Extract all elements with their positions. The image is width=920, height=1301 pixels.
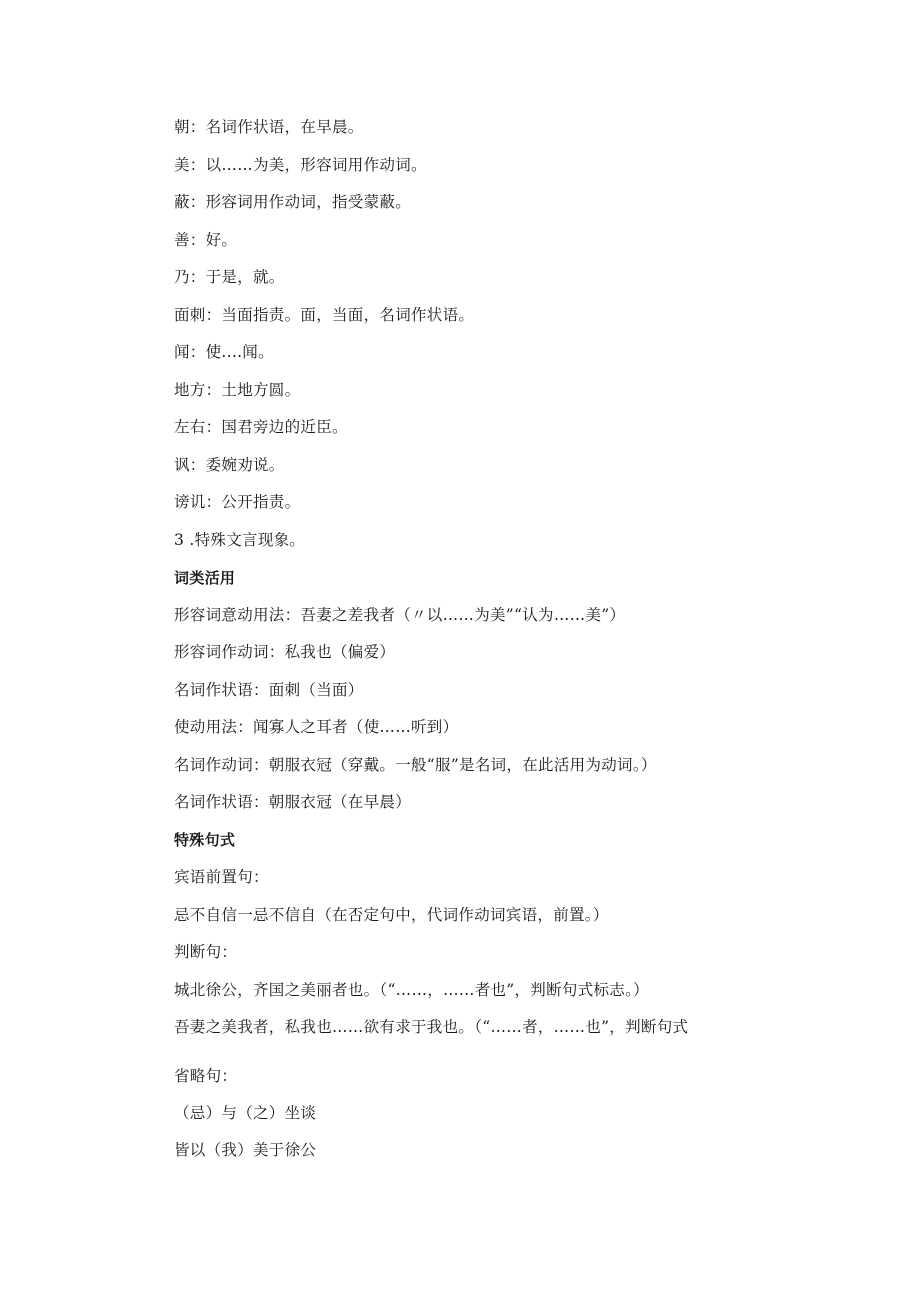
vocab-item-bangji: 谤讥：公开指责。	[174, 493, 301, 511]
cilei-item: 使动用法：闻寡人之耳者（使……听到）	[174, 718, 459, 736]
vocab-item-zhao: 朝：名词作状语，在早晨。	[174, 118, 364, 136]
cilei-item: 名词作状语：朝服衣冠（在早晨）	[174, 793, 412, 811]
shenglue-example: 皆以（我）美于徐公	[174, 1141, 317, 1159]
binyu-label: 宾语前置句：	[174, 868, 269, 886]
vocab-item-zuoyou: 左右：国君旁边的近臣。	[174, 418, 348, 436]
cilei-item: 名词作动词：朝服衣冠（穿戴。一般“服”是名词，在此活用为动词。）	[174, 756, 657, 774]
vocab-item-feng: 讽：委婉劝说。	[174, 456, 285, 474]
panduan-example: 吾妻之美我者，私我也……欲有求于我也。（“……者，……也”，判断句式	[174, 1018, 689, 1036]
vocab-item-nai: 乃：于是，就。	[174, 268, 285, 286]
shenglue-label: 省略句：	[174, 1067, 238, 1085]
teshu-heading: 特殊句式	[174, 831, 236, 849]
binyu-example: 忌不自信一忌不信自（在否定句中，代词作动词宾语，前置。）	[174, 906, 609, 924]
vocab-item-difang: 地方：土地方圆。	[174, 381, 301, 399]
vocab-item-shan: 善：好。	[174, 231, 238, 249]
section-3-title: 3 .特殊文言现象。	[174, 531, 306, 549]
vocab-item-bi: 蔽：形容词用作动词，指受蒙蔽。	[174, 193, 412, 211]
cilei-item: 名词作状语：面刺（当面）	[174, 681, 364, 699]
panduan-label: 判断句：	[174, 943, 238, 961]
vocab-item-mianci: 面刺：当面指责。面，当面，名词作状语。	[174, 306, 475, 324]
cilei-heading: 词类活用	[174, 569, 236, 587]
vocab-item-wen: 闻：使....闻。	[174, 343, 274, 361]
cilei-item: 形容词意动用法：吾妻之差我者（〃以……为美”“认为……美”）	[174, 606, 626, 624]
cilei-item: 形容词作动词：私我也（偏爱）	[174, 643, 396, 661]
shenglue-example: （忌）与（之）坐谈	[174, 1104, 317, 1122]
vocab-item-mei: 美：以……为美，形容词用作动词。	[174, 156, 427, 174]
panduan-example: 城北徐公，齐国之美丽者也。（“……，……者也”，判断句式标志。）	[174, 981, 649, 999]
